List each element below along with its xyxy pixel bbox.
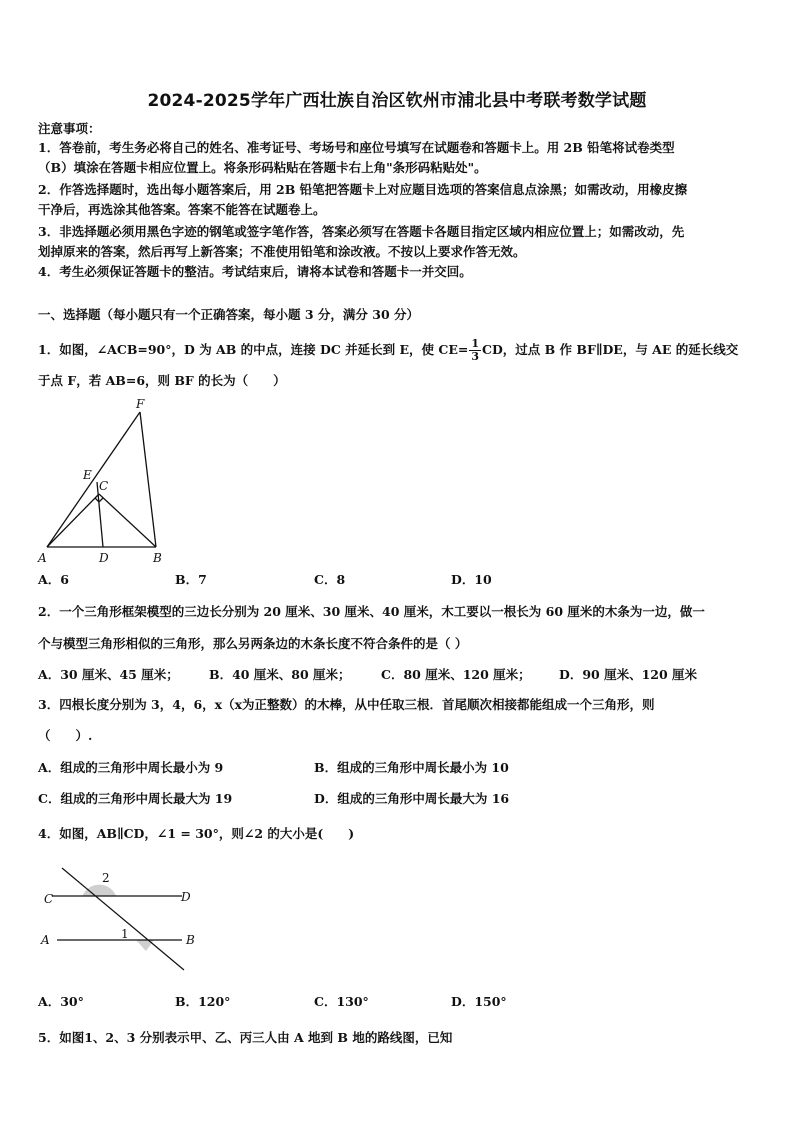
q3-stem-1: 3．四根长度分别为 3，4，6，x（x为正整数）的木棒，从中任取三根．首尾顺次相接都能组成一个三角形，则 — [38, 697, 655, 712]
q3-stem-2: （ ）. — [38, 728, 93, 743]
q1-frac-den: 3 — [471, 350, 479, 363]
notice-heading: 注意事项： — [38, 121, 101, 136]
q3-option-c: C．组成的三角形中周长最大为 19 — [38, 791, 233, 806]
notice-line-7: 4．考生必须保证答题卡的整洁。考试结束后，请将本试卷和答题卡一并交回。 — [38, 264, 472, 279]
q3-option-d: D．组成的三角形中周长最大为 16 — [314, 791, 510, 806]
q1-option-d: D．10 — [451, 572, 492, 587]
segment-BF — [140, 412, 156, 547]
q1-option-a: A．6 — [38, 572, 69, 587]
q2-option-c: C．80 厘米、120 厘米； — [381, 667, 531, 682]
q1-stem — [38, 333, 738, 367]
q4-stem: 4．如图，AB∥CD，∠1 = 30°，则∠2 的大小是( ) — [38, 826, 355, 841]
q1-text-b: CD，过点 B 作 BF∥DE，与 AE 的延长线交 — [482, 342, 739, 357]
q2-option-b: B．40 厘米、80 厘米； — [209, 667, 351, 682]
label-angle2: 2 — [102, 871, 110, 885]
angle1-shading — [136, 940, 154, 951]
q4-option-c: C．130° — [314, 994, 369, 1009]
q1-figure — [36, 398, 176, 568]
q2-option-a: A．30 厘米、45 厘米； — [38, 667, 179, 682]
page-title: 2024-2025学年广西壮族自治区钦州市浦北县中考联考数学试题 — [147, 91, 647, 111]
q4-option-a: A．30° — [38, 994, 84, 1009]
label-B: B — [153, 551, 162, 565]
segment-AC — [47, 494, 99, 547]
label-D: D — [99, 551, 109, 565]
q1-stem-cont: 于点 F，若 AB=6，则 BF 的长为（ ） — [38, 373, 286, 388]
label-A: A — [41, 933, 50, 947]
q3-option-a: A．组成的三角形中周长最小为 9 — [38, 760, 224, 775]
notice-line-1: 1．答卷前，考生务必将自己的姓名、准考证号、考场号和座位号填写在试题卷和答题卡上。用 2B 铅笔将试卷类型 — [38, 140, 675, 155]
notice-line-3: 2．作答选择题时，选出每小题答案后，用 2B 铅笔把答题卡上对应题目选项的答案信息点涂黑；如需改动，用橡皮擦 — [38, 182, 688, 197]
q5-stem: 5．如图1、2、3 分别表示甲、乙、丙三人由 A 地到 B 地的路线图，已知 — [38, 1030, 453, 1045]
segment-CB — [99, 494, 156, 547]
label-C: C — [99, 479, 109, 493]
segment-AF — [47, 412, 140, 547]
q1-option-c: C．8 — [314, 572, 346, 587]
notice-line-2: （B）填涂在答题卡相应位置上。将条形码粘贴在答题卡右上角"条形码粘贴处"。 — [38, 160, 487, 175]
q1-fraction — [469, 338, 481, 363]
notice-line-6: 划掉原来的答案，然后再写上新答案；不准使用铅笔和涂改液。不按以上要求作答无效。 — [38, 244, 526, 259]
q4-option-b: B．120° — [175, 994, 231, 1009]
transversal — [62, 868, 184, 970]
label-E: E — [83, 468, 92, 482]
label-A: A — [38, 551, 47, 565]
q3-option-b: B．组成的三角形中周长最小为 10 — [314, 760, 509, 775]
q1-option-b: B．7 — [175, 572, 207, 587]
q4-option-d: D．150° — [451, 994, 507, 1009]
q2-stem-2: 个与模型三角形相似的三角形，那么另两条边的木条长度不符合条件的是（ ） — [38, 636, 468, 651]
notice-line-5: 3．非选择题必须用黑色字迹的钢笔或签字笔作答，答案必须写在答题卡各题目指定区域内相应位置上；如需改动，先 — [38, 224, 685, 239]
label-angle1: 1 — [121, 927, 129, 941]
q1-frac-num: 1 — [471, 337, 479, 350]
label-B: B — [186, 933, 195, 947]
q4-figure — [36, 860, 196, 975]
label-F: F — [136, 397, 145, 411]
angle2-shading — [83, 885, 117, 896]
q2-stem-1: 2．一个三角形框架模型的三边长分别为 20 厘米、30 厘米、40 厘米，木工要以一根长为 60 厘米的木条为一边，做一 — [38, 604, 705, 619]
section-heading: 一、选择题（每小题只有一个正确答案，每小题 3 分，满分 30 分） — [38, 307, 420, 322]
notice-line-4: 干净后，再选涂其他答案。答案不能答在试题卷上。 — [38, 202, 326, 217]
q2-option-d: D．90 厘米、120 厘米 — [559, 667, 698, 682]
label-C: C — [44, 892, 54, 906]
q1-text-a: 1．如图，∠ACB=90°，D 为 AB 的中点，连接 DC 并延长到 E，使 CE= — [38, 342, 469, 357]
label-D: D — [181, 890, 191, 904]
